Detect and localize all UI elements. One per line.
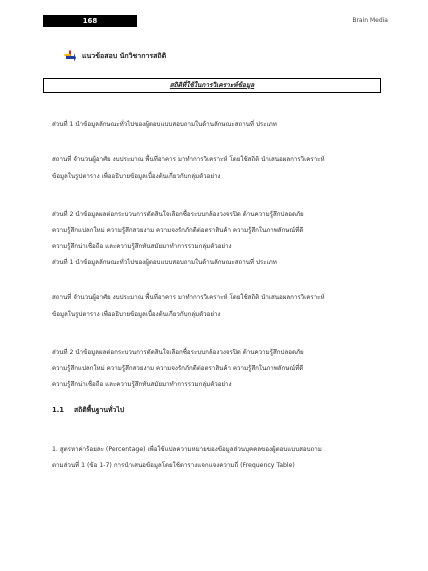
subsection-number: 1.1	[52, 406, 65, 414]
item1-line2: ตามส่วนที่ 1 (ข้อ 1-7) การนำเสนอข้อมูลโดยใช้ตารางแจกแจงความถี่ (Frequency Table)	[52, 462, 295, 469]
page-number-badge: 168	[43, 15, 137, 27]
section-title-text: แนวข้อสอบ นักวิชาการสถิติ	[82, 51, 167, 60]
section-title	[64, 50, 166, 62]
paragraph-location-line2: ข้อมูลในรูปตาราง เพื่ออธิบายข้อมูลเบื้องต้นเกี่ยวกับกลุ่มตัวอย่าง	[52, 173, 221, 180]
paragraph-part2-repeat-line2: ความรู้สึกแปลกใหม่ ความรู้สึกสวยงาม ความจงรักภักดีต่อตราสินค้า ความรู้สึกในภาพลักษณ์ที่ดี	[52, 365, 304, 372]
item1-line1: 1. สูตรหาค่าร้อยละ (Percentage) เพื่อใช้แปลความหมายของข้อมูลส่วนบุคคลของผู้ตอบแบบสอบถาม	[52, 446, 322, 453]
brand-name: Brain Media	[352, 17, 388, 24]
subsection-heading	[52, 404, 124, 416]
paragraph-part1-line: ส่วนที่ 1 นำข้อมูลลักษณะทั่วไปของผู้ตอบแบบสอบถามในด้านลักษณะสถานที่ ประเภท	[52, 121, 277, 128]
paragraph-part2-line1: ส่วนที่ 2 นำข้อมูลผลต่อกระบวนการตัดสินใจเลือกซื้อระบบกล้องวงจรปิด ด้านความรู้สึกปลอดภัย	[52, 211, 304, 218]
paragraph-location-repeat-line1: สถานที่ จำนวนผู้อาศัย งบประมาณ พื้นที่อาคาร มาทำการวิเคราะห์ โดยใช้สถิติ นำเสนอผลการวิเคราะห์	[52, 294, 325, 301]
boxed-heading: สถิติที่ใช้ในการวิเคราะห์ข้อมูล	[43, 78, 381, 93]
subsection-title: สถิติพื้นฐานทั่วไป	[74, 406, 125, 414]
paragraph-part1-repeat-line: ส่วนที่ 1 นำข้อมูลลักษณะทั่วไปของผู้ตอบแบบสอบถามในด้านลักษณะสถานที่ ประเภท	[52, 259, 277, 266]
paragraph-part2-repeat-line3: ความรู้สึกน่าเชื่อถือ และความรู้สึกทันสมัยมาทำการรวมกลุ่มตัวอย่าง	[52, 381, 232, 388]
paragraph-part2-repeat-line1: ส่วนที่ 2 นำข้อมูลผลต่อกระบวนการตัดสินใจเลือกซื้อระบบกล้องวงจรปิด ด้านความรู้สึกปลอดภัย	[52, 349, 304, 356]
paragraph-location-repeat-line2: ข้อมูลในรูปตาราง เพื่ออธิบายข้อมูลเบื้องต้นเกี่ยวกับกลุ่มตัวอย่าง	[52, 311, 221, 318]
paragraph-location-line1: สถานที่ จำนวนผู้อาศัย งบประมาณ พื้นที่อาคาร มาทำการวิเคราะห์ โดยใช้สถิติ นำเสนอผลการวิเคราะห์	[52, 156, 325, 163]
paragraph-part2-line2: ความรู้สึกแปลกใหม่ ความรู้สึกสวยงาม ความจงรักภักดีต่อตราสินค้า ความรู้สึกในภาพลักษณ์ที่ดี	[52, 227, 304, 234]
arrow-bullet-icon	[64, 50, 76, 62]
paragraph-part2-line3: ความรู้สึกน่าเชื่อถือ และความรู้สึกทันสมัยมาทำการรวมกลุ่มตัวอย่าง	[52, 243, 232, 250]
